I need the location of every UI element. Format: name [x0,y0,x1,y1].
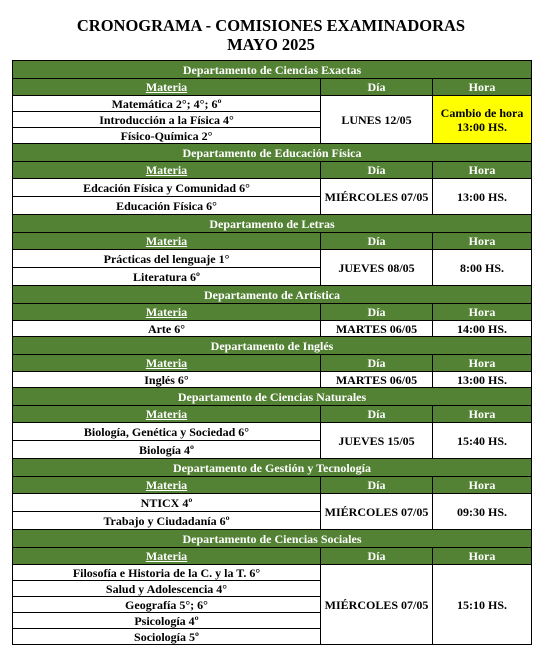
subject-name: Trabajo y Ciudadanía 6º [13,512,321,530]
subject-name: NTICX 4º [13,494,321,512]
column-header-materia-label: Materia [145,80,188,94]
column-header-materia [13,355,321,372]
department-header-row [13,215,532,233]
column-header-row [13,406,532,423]
column-header-materia [13,233,321,250]
exam-day: MIÉRCOLES 07/05 [321,179,433,215]
column-header-materia [13,477,321,494]
column-header-dia [321,79,433,96]
column-header-materia-label: Materia [145,356,188,370]
column-header-hora-label: Hora [468,478,496,492]
column-header-materia-label: Materia [145,478,188,492]
subject-row [13,565,532,581]
subject-name: Salud y Adolescencia 4° [13,581,321,597]
column-header-row [13,304,532,321]
column-header-hora-label: Hora [468,305,496,319]
column-header-materia [13,548,321,565]
subject-name: Geografía 5°; 6° [13,597,321,613]
exam-hour [433,96,532,144]
column-header-dia-label: Día [367,407,386,421]
column-header-materia [13,79,321,96]
subject-name: Prácticas del lenguaje 1° [13,250,321,268]
subject-name: Biología, Genética y Sociedad 6° [13,423,321,441]
exam-day: MARTES 06/05 [321,321,433,337]
column-header-hora [433,477,532,494]
subject-name: Introducción a la Física 4° [13,112,321,128]
subject-name: Matemática 2°; 4°; 6º [13,96,321,112]
column-header-dia-label: Día [367,234,386,248]
column-header-materia [13,162,321,179]
exam-hour: 14:00 HS. [433,321,532,337]
title-line-2: MAYO 2025 [227,35,315,54]
department-header-row [13,337,532,355]
subject-row [13,96,532,112]
exam-hour: 15:40 HS. [433,423,532,459]
subject-row [13,494,532,512]
column-header-hora [433,304,532,321]
exam-hour: 13:00 HS. [433,179,532,215]
department-name: Departamento de Ciencias Naturales [13,388,532,406]
subject-row [13,372,532,388]
department-name: Departamento de Ciencias Exactas [13,61,532,79]
column-header-row [13,233,532,250]
exam-day: LUNES 12/05 [321,96,433,144]
department-header-row [13,388,532,406]
subject-row [13,321,532,337]
department-name: Departamento de Ciencias Sociales [13,530,532,548]
column-header-hora-label: Hora [468,549,496,563]
subject-name: Filosofía e Historia de la C. y la T. 6° [13,565,321,581]
exam-schedule-table [12,60,532,645]
column-header-hora [433,406,532,423]
column-header-materia-label: Materia [145,305,188,319]
column-header-dia-label: Día [367,549,386,563]
department-name: Departamento de Inglés [13,337,532,355]
page-title [12,16,530,54]
subject-name: Sociología 5º [13,629,321,645]
column-header-hora-label: Hora [468,163,496,177]
exam-day: MIÉRCOLES 07/05 [321,494,433,530]
subject-row [13,179,532,197]
exam-hour: 13:00 HS. [433,372,532,388]
exam-day: JUEVES 15/05 [321,423,433,459]
column-header-dia-label: Día [367,305,386,319]
exam-day: MIÉRCOLES 07/05 [321,565,433,645]
department-header-row [13,530,532,548]
column-header-hora-label: Hora [468,356,496,370]
column-header-materia-label: Materia [145,234,188,248]
exam-day: MARTES 06/05 [321,372,433,388]
column-header-row [13,477,532,494]
column-header-dia-label: Día [367,80,386,94]
column-header-hora-label: Hora [468,234,496,248]
subject-name: Inglés 6° [13,372,321,388]
subject-row [13,250,532,268]
subject-name: Edcación Física y Comunidad 6° [13,179,321,197]
column-header-dia [321,477,433,494]
subject-name: Biología 4º [13,441,321,459]
subject-name: Físico-Química 2° [13,128,321,144]
subject-name: Educación Física 6° [13,197,321,215]
department-name: Departamento de Gestión y Tecnología [13,459,532,477]
column-header-row [13,162,532,179]
column-header-materia [13,406,321,423]
column-header-dia [321,406,433,423]
exam-hour: 09:30 HS. [433,494,532,530]
column-header-hora-label: Hora [468,407,496,421]
department-name: Departamento de Artística [13,286,532,304]
hour-change-note: Cambio de hora [440,105,524,120]
column-header-row [13,79,532,96]
column-header-dia-label: Día [367,163,386,177]
column-header-materia-label: Materia [145,163,188,177]
department-name: Departamento de Letras [13,215,532,233]
column-header-hora [433,233,532,250]
column-header-dia [321,304,433,321]
department-header-row [13,144,532,162]
department-name: Departamento de Educación Física [13,144,532,162]
column-header-row [13,548,532,565]
exam-hour: 8:00 HS. [433,250,532,286]
column-header-hora-label: Hora [468,80,496,94]
department-header-row [13,286,532,304]
column-header-dia [321,548,433,565]
hour-value: 13:00 HS. [457,119,508,134]
column-header-hora [433,162,532,179]
column-header-dia-label: Día [367,356,386,370]
column-header-hora [433,355,532,372]
column-header-dia [321,355,433,372]
subject-name: Psicología 4º [13,613,321,629]
column-header-hora [433,79,532,96]
column-header-materia-label: Materia [145,549,188,563]
column-header-materia-label: Materia [145,407,188,421]
column-header-dia-label: Día [367,478,386,492]
column-header-row [13,355,532,372]
column-header-dia [321,162,433,179]
department-header-row [13,459,532,477]
column-header-hora [433,548,532,565]
subject-name: Literatura 6º [13,268,321,286]
title-line-1: CRONOGRAMA - COMISIONES EXAMINADORAS [76,16,466,35]
exam-hour: 15:10 HS. [433,565,532,645]
department-header-row [13,61,532,79]
subject-row [13,423,532,441]
subject-name: Arte 6° [13,321,321,337]
column-header-dia [321,233,433,250]
column-header-materia [13,304,321,321]
exam-day: JUEVES 08/05 [321,250,433,286]
